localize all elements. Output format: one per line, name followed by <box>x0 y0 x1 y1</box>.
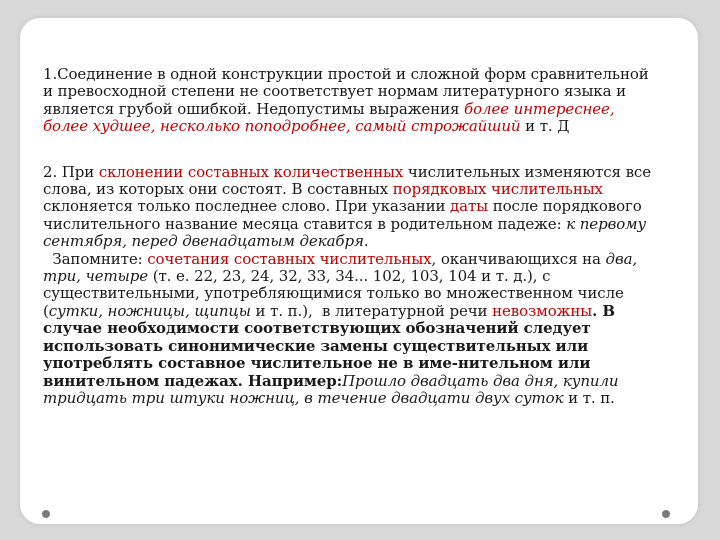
paragraph-1 <box>43 66 663 136</box>
p2-term-dates: даты <box>450 197 489 216</box>
p2-text-a: 2. При <box>43 162 99 181</box>
paragraph-2 <box>43 164 663 251</box>
p3-text-a: Запомните: <box>43 249 148 268</box>
p3-term-combinations: сочетания составных числительных <box>147 249 432 268</box>
p3-text-k: и т. п. <box>563 388 615 407</box>
p3-term-impossible: невозможны <box>492 301 593 320</box>
bullet-dot-right <box>662 510 670 518</box>
p2-text-e: склоняется только последнее слово. При указании <box>43 197 451 216</box>
p3-plural-nouns: сутки, ножницы, щипцы <box>48 301 251 320</box>
p3-text-g: и т. п.), в литературной речи <box>250 301 493 320</box>
p3-text-i: . В случае необходимости соответствующих обозначений следует использовать синонимические замены существительных или употреблять составное числительное не в име-нительном или винительном падежах. Например: <box>43 301 621 390</box>
p1-text-c: и т. Д <box>520 117 570 136</box>
p2-term-ordinal: порядковых числительных <box>392 180 603 199</box>
p2-term-cardinal: склонении составных количественных <box>98 162 404 181</box>
p3-text-e: (т. е. 22, 23, 24, 32, 33, 34... 102, 103, 104 и т. д.), с существительными, употребляющимися только во множественном числе ( <box>43 267 629 320</box>
p3-numerals: два, три, четыре <box>43 249 642 286</box>
p2-text-c: числительных изменяются все слова, из которых они состоят. В составных <box>43 162 651 199</box>
p2-text-i: . <box>363 232 369 251</box>
p3-example: Прошло двадцать два дня, купили тридцать три штуки ножниц, в течение двадцати двух суток <box>43 371 624 407</box>
slide-text <box>43 66 663 407</box>
p2-text-g: после порядкового числительного название месяца ставится в родительном падеже: <box>43 197 642 233</box>
p1-incorrect-examples: более интереснее, более худшее, несколько поподробнее, самый строжайший <box>43 99 615 136</box>
p1-text-a: 1.Соединение в одной конструкции простой и сложной форм сравнительной и превосходной степени не соответствует нормам литературного языка и является грубой ошибкой. Недопустимы выражения <box>43 65 649 118</box>
paragraph-3 <box>43 251 663 408</box>
p2-example: к первому сентября, перед двенадцатым декабря <box>43 214 647 251</box>
bullet-dot-left <box>42 510 50 518</box>
p3-text-c: , оканчивающихся на <box>431 249 606 268</box>
